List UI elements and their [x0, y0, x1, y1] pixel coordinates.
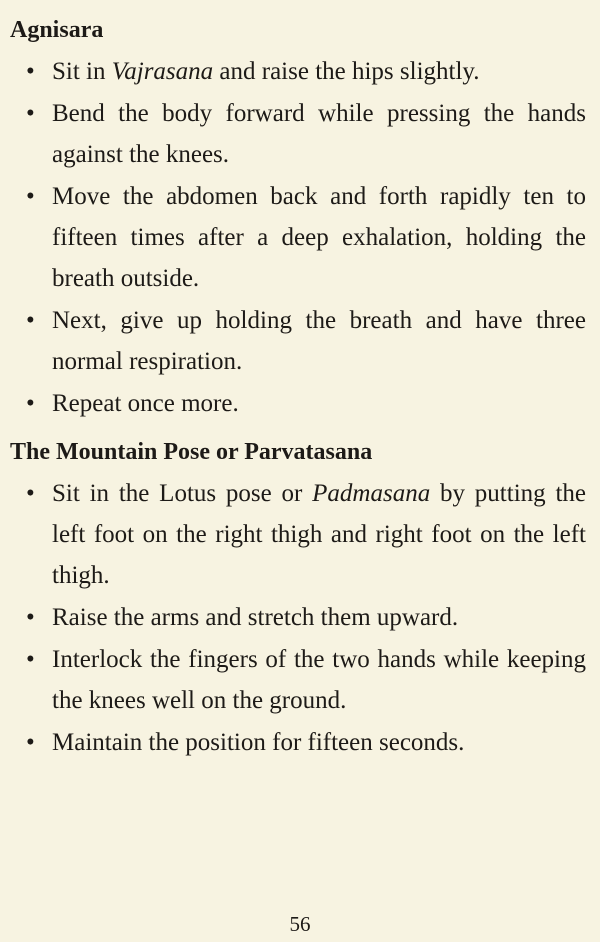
- agnisara-steps-list: [0, 51, 600, 424]
- page-number: 56: [289, 912, 311, 936]
- section-heading-agnisara: Agnisara: [10, 17, 104, 43]
- list-item: • Repeat once more.: [0, 383, 600, 424]
- list-item: • Move the abdomen back and forth rapidly ten to fifteen times after a deep exhalation, holding the breath outside.: [0, 176, 600, 299]
- list-item: • Maintain the position for fifteen seconds.: [0, 722, 600, 763]
- section-heading-mountain-pose: The Mountain Pose or Parvatasana: [10, 439, 373, 465]
- list-item: • Sit in the Lotus pose or Padmasana by putting the left foot on the right thigh and right foot on the left thigh.: [0, 473, 600, 596]
- list-item: • Bend the body forward while pressing the hands against the knees.: [0, 93, 600, 175]
- list-item: • Interlock the fingers of the two hands while keeping the knees well on the ground.: [0, 639, 600, 721]
- list-item: • Raise the arms and stretch them upward.: [0, 597, 600, 638]
- mountain-pose-steps-list: [0, 473, 600, 763]
- list-item: • Next, give up holding the breath and have three normal respiration.: [0, 300, 600, 382]
- list-item: • Sit in Vajrasana and raise the hips slightly.: [0, 51, 600, 92]
